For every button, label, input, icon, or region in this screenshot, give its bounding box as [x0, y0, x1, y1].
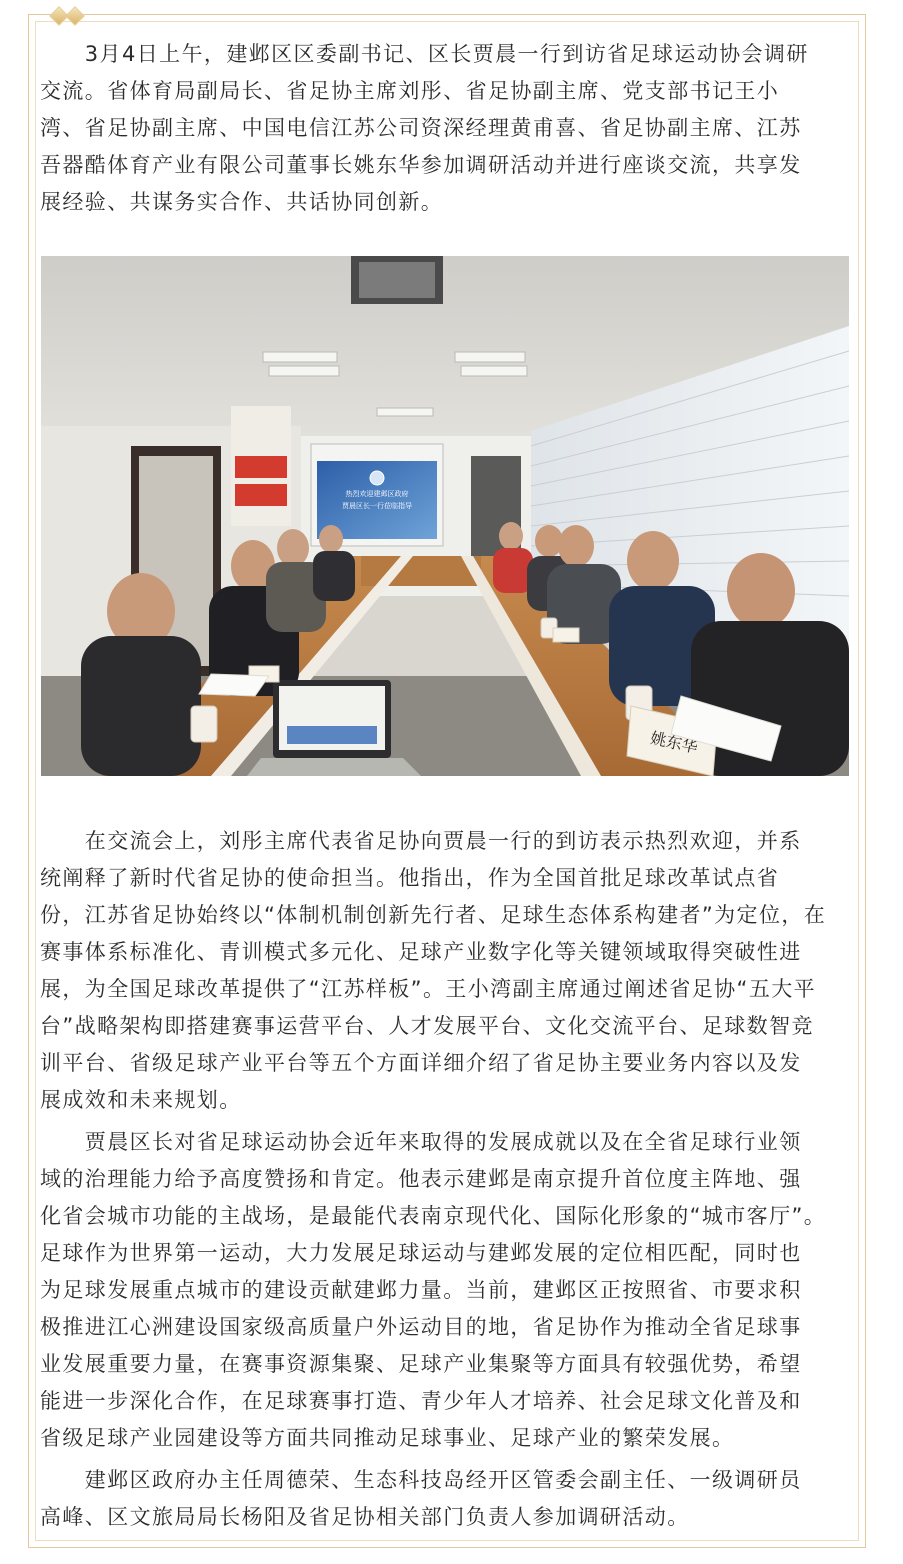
paragraph-intro: 3月4日上午，建邺区区委副书记、区长贾晨一行到访省足球运动协会调研 交流。省体育局副局长、省足协主席刘彤、省足协副主席、党支部书记王小 湾、省足协副主席、中国电信江苏公司资深经理黄甫喜、省足协副主席、江苏 吾器酷体育产业有限公司董事长姚东华参加调研活动并进行座谈交流，共享发 展经验、共谋务实合作、共话协同创新。: [40, 42, 809, 214]
paragraph-district-head: 贾晨区长对省足球运动协会近年来取得的发展成就以及在全省足球行业领 域的治理能力给予高度赞扬和肯定。他表示建邺是南京提升首位度主阵地、强 化省会城市功能的主战场，是最能代表南京现代化、国际化形象的“城市客厅”。 足球作为世界第一运动，大力发展足球运动与建邺发展的定位相匹配，同时也 为足球发展重点城市的建设贡献建邺力量。当前，建邺区正按照省、市要求积 极推进江心洲建设国家级高质量户外运动目的地，省足协作为推动全省足球事 业发展重要力量，在赛事资源集聚、足球产业集聚等方面具有较强优势，希望 能进一步深化合作，在足球赛事打造、青少年人才培养、社会足球文化普及和 省级足球产业园建设等方面共同推动足球事业、足球产业的繁荣发展。: [40, 1130, 827, 1450]
screen-text-line2: 贾晨区长一行莅临指导: [342, 502, 412, 510]
nameplate-text: 姚东华: [648, 728, 700, 757]
meeting-photo: [41, 256, 849, 776]
diamond-ornament-icon: [48, 6, 92, 24]
paragraph-attendees: 建邺区政府办主任周德荣、生态科技岛经开区管委会副主任、一级调研员 高峰、区文旅局局长杨阳及省足协相关部门负责人参加调研活动。: [40, 1468, 802, 1529]
paragraph-meeting: 在交流会上，刘彤主席代表省足协向贾晨一行的到访表示热烈欢迎，并系 统阐释了新时代省足协的使命担当。他指出，作为全国首批足球改革试点省 份，江苏省足协始终以“体制机制创新先行者、足球生态体系构建者”为定位，在 赛事体系标准化、青训模式多元化、足球产业数字化等关键领域取得突破性进 展，为全国足球改革提供了“江苏样板”。王小湾副主席通过阐述省足协“五大平 台”战略架构即搭建赛事运营平台、人才发展平台、文化交流平台、足球数智竞 训平台、省级足球产业平台等五个方面详细介绍了省足协主要业务内容以及发 展成效和未来规划。: [40, 829, 827, 1112]
screen-text-line1: 热烈欢迎建邺区政府: [345, 490, 409, 498]
